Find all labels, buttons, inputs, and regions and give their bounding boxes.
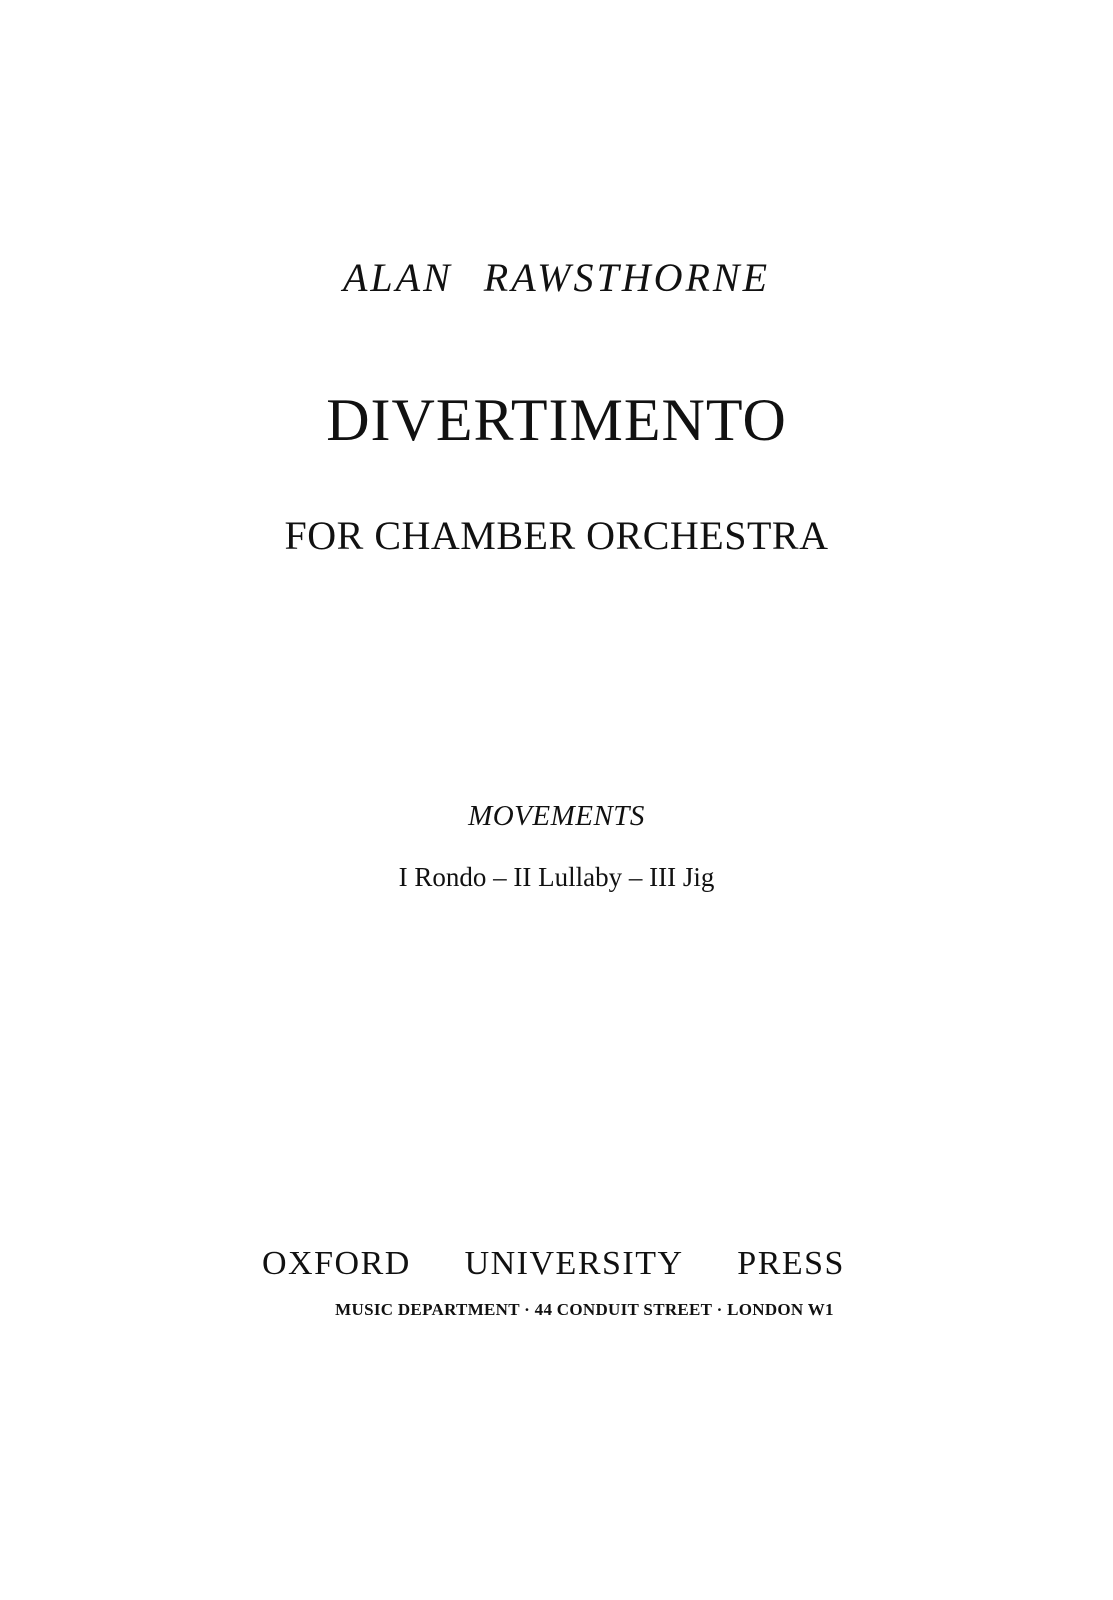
movements-list: I Rondo – II Lullaby – III Jig (398, 862, 715, 892)
movements-heading: MOVEMENTS (468, 800, 645, 832)
work-title: DIVERTIMENTO (326, 387, 787, 453)
publisher-name (262, 1247, 845, 1281)
publisher-word: UNIVERSITY (464, 1245, 684, 1282)
work-subtitle: FOR CHAMBER ORCHESTRA (284, 513, 829, 558)
publisher-word: OXFORD (262, 1245, 411, 1282)
publisher-word: PRESS (737, 1245, 845, 1282)
publisher-address: MUSIC DEPARTMENT · 44 CONDUIT STREET · LONDON W1 (335, 1300, 834, 1319)
composer-name: ALAN RAWSTHORNE (342, 255, 771, 300)
